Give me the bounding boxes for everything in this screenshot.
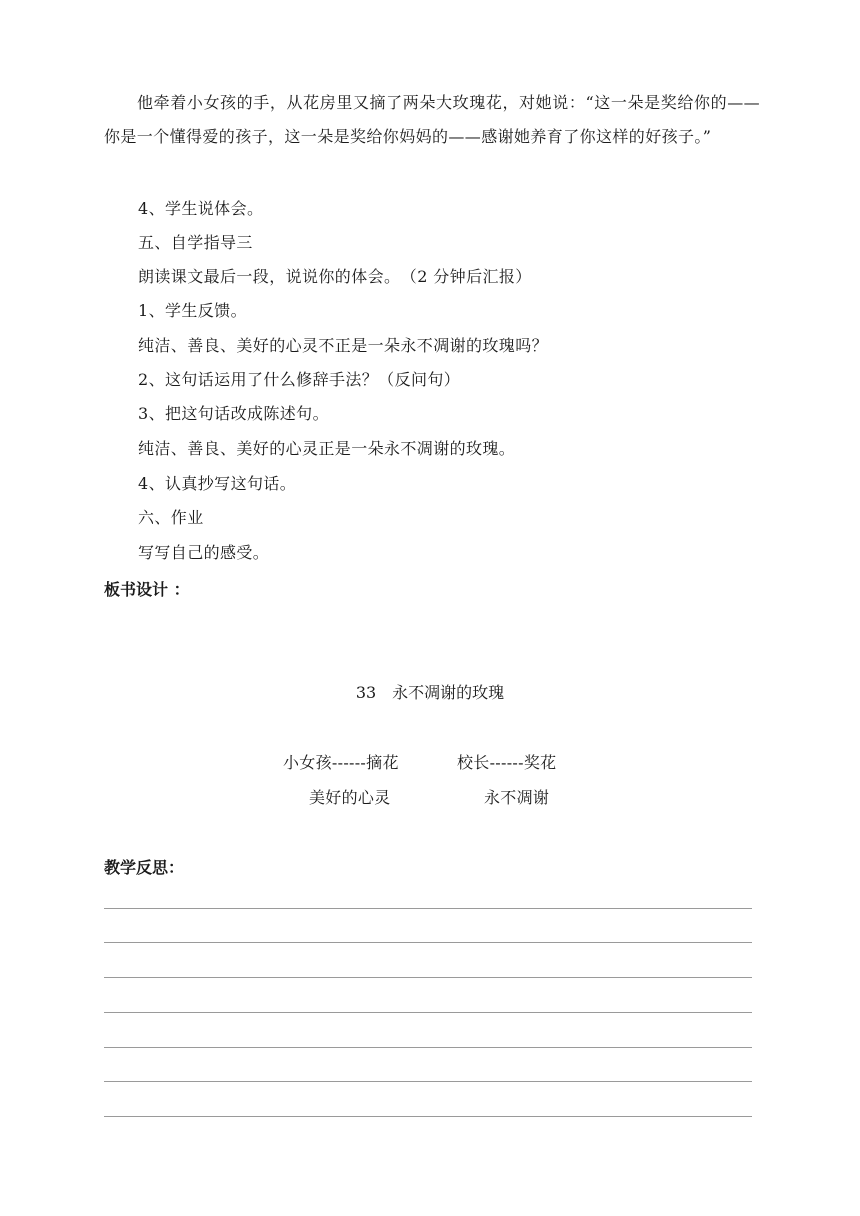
reflection-heading: 教学反思：	[104, 858, 185, 877]
reflection-line	[104, 1081, 752, 1082]
board-row1-left: 小女孩------摘花	[283, 753, 399, 772]
board-row2-right: 永不凋谢	[484, 788, 550, 807]
reflection-line	[104, 977, 752, 978]
step-1-feedback: 1、学生反馈。	[138, 301, 247, 320]
reflection-line	[104, 1116, 752, 1117]
reading-instruction: 朗读课文最后一段，说说你的体会。 （2 分钟后汇报）	[138, 267, 532, 286]
reflection-line	[104, 1012, 752, 1013]
board-design-heading: 板书设计 ：	[104, 580, 190, 599]
board-row1-right: 校长------奖花	[457, 753, 557, 772]
section-6-heading: 六、作业	[138, 508, 204, 527]
step-4-copy: 4、认真抄写这句话。	[138, 474, 297, 493]
reflection-line	[104, 1047, 752, 1048]
step-3-rewrite: 3、把这句话改成陈述句。	[138, 404, 329, 423]
reflection-line	[104, 942, 752, 943]
section-5-heading: 五、自学指导三	[138, 233, 253, 252]
reflection-line	[104, 908, 752, 909]
step-2-question: 2、这句话运用了什么修辞手法？（反问句）	[138, 370, 461, 389]
rhetorical-sentence: 纯洁、善良、美好的心灵不正是一朵永不凋谢的玫瑰吗？	[138, 336, 549, 355]
homework-text: 写写自己的感受。	[138, 543, 270, 562]
story-paragraph: 他牵着小女孩的手，从花房里又摘了两朵大玫瑰花，对她说：“这一朵是奖给你的——你是一个懂得爱的孩子，这一朵是奖给你妈妈的——感谢她养育了你这样的好孩子。”	[104, 93, 760, 146]
step-4-experience: 4、学生说体会。	[138, 199, 264, 218]
board-row2-left: 美好的心灵	[309, 788, 391, 807]
declarative-sentence: 纯洁、善良、美好的心灵正是一朵永不凋谢的玫瑰。	[138, 439, 516, 458]
board-title: 33 永不凋谢的玫瑰	[355, 683, 505, 702]
